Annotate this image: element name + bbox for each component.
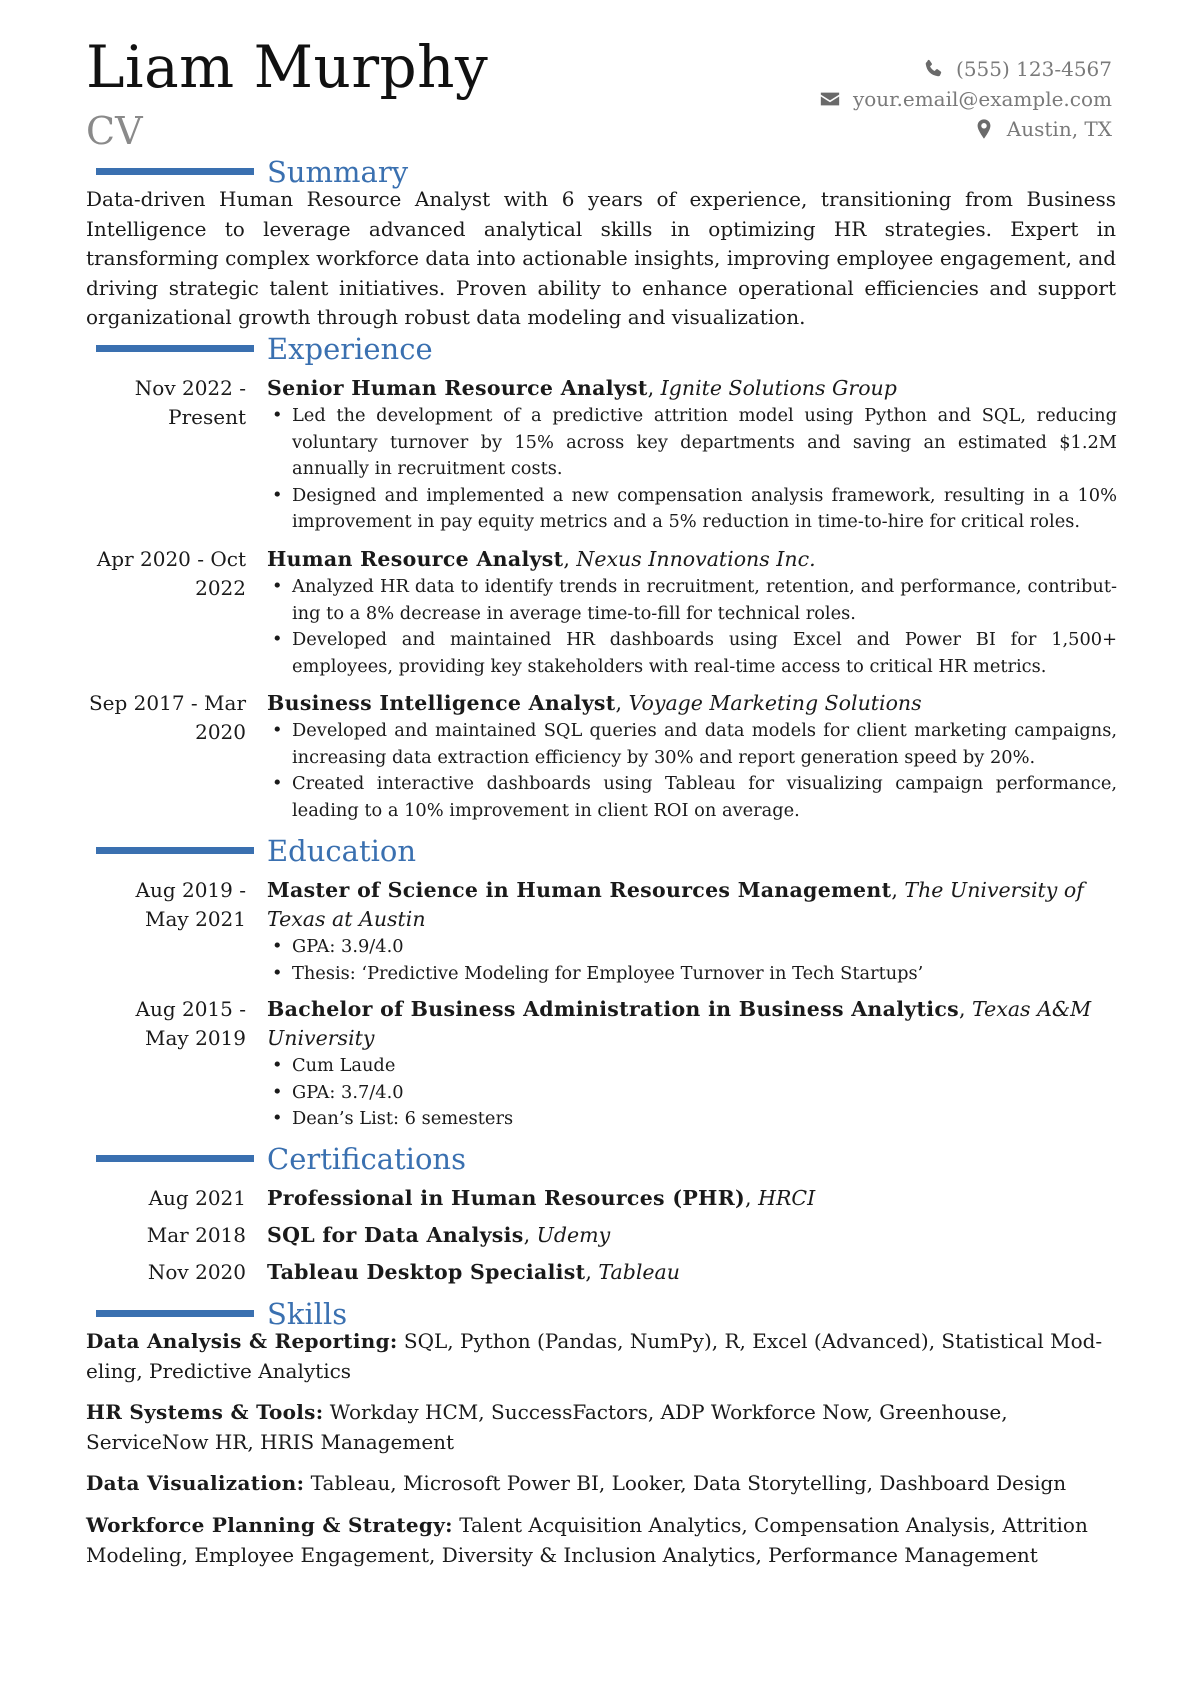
candidate-name: Liam Murphy [86, 33, 489, 101]
bullet-item: • Dean’s List: 6 semesters [292, 1106, 1117, 1133]
cert-title: Tableau Desktop Specialist, Tableau [267, 1260, 680, 1284]
date-end: 2020 [195, 720, 246, 744]
entry-content [267, 374, 1117, 536]
cert-name: SQL for Data Analysis [267, 1223, 524, 1247]
map-pin-icon [973, 118, 995, 140]
certification-entry [86, 1184, 1116, 1214]
degree-name: Master of Science in Human Resources Management [267, 878, 892, 902]
experience-section-header [96, 331, 1116, 367]
email-address[interactable]: your.email@example.com [852, 87, 1112, 111]
skill-group-label: Data Visualization: [86, 1471, 305, 1495]
cert-title: SQL for Data Analysis, Udemy [267, 1223, 611, 1247]
entry-content [267, 1258, 1117, 1287]
date-end: May 2019 [145, 1026, 246, 1050]
degree-name: Bachelor of Business Administration in Business Analytics [267, 997, 959, 1021]
entry-title: Bachelor of Business Administration in Business Analytics, Texas A&M University [267, 997, 1092, 1050]
bullet-list [267, 403, 1117, 536]
cert-issuer: Udemy [536, 1223, 611, 1247]
cert-issuer: HRCI [758, 1186, 816, 1210]
section-title: Summary [267, 155, 409, 189]
bullet-item: • Created interactive dashboards using Tableau for visualizing campaign performance, leading to a 10% improvement in client ROI on average. [292, 771, 1117, 824]
bullet-list [267, 1053, 1117, 1133]
cert-date: Aug 2021 [148, 1186, 246, 1210]
contact-block [819, 54, 1112, 144]
entry-content [267, 995, 1117, 1133]
section-accent-bar [96, 345, 254, 352]
entry-date [86, 689, 246, 747]
email-row [819, 84, 1112, 114]
entry-title: Human Resource Analyst, Nexus Innovations Inc. [267, 547, 816, 571]
skill-group [86, 1398, 1116, 1457]
bullet-item: • Thesis: ‘Predictive Modeling for Employee Turnover in Tech Startups’ [292, 961, 1117, 988]
entry-title: Master of Science in Human Resources Management, The University of Texas at Austin [267, 878, 1084, 931]
entry-content [267, 876, 1117, 987]
summary-text: Data-driven Human Resource Analyst with 6 years of experience, transitioning from Business Intelligence to leverage advanced analytical skills in optimizing HR strategies. Expert in transforming complex workforce data into actionable insights, improving employee engagement, and driving strategic talent initiatives. Proven ability to enhance operational efficiencies and support organizational growth through robust data modeling and visualization. [86, 187, 1116, 329]
date-start: Apr 2020 - Oct [96, 547, 246, 571]
document-subtitle: CV [86, 109, 143, 153]
date-end: 2022 [195, 576, 246, 600]
company-name: Ignite Solutions Group [660, 376, 897, 400]
date-end: May 2021 [145, 907, 246, 931]
skill-group-values: Tableau, Microsoft Power BI, Looker, Data Storytelling, Dashboard Design [310, 1471, 1067, 1495]
cert-title: Professional in Human Resources (PHR), HRCI [267, 1186, 816, 1210]
phone-number[interactable]: (555) 123-4567 [956, 57, 1112, 81]
bullet-list [267, 574, 1117, 680]
certification-entry [86, 1221, 1116, 1251]
skill-group [86, 1327, 1116, 1386]
entry-date [86, 876, 246, 934]
skill-group-values: Workday HCM, SuccessFactors, ADP Workforce Now, Greenhouse, ServiceNow HR, HRIS Management [86, 1400, 1008, 1454]
entry-date [86, 374, 246, 432]
bullet-list [267, 718, 1117, 824]
envelope-icon [819, 88, 841, 110]
bullet-item: • GPA: 3.9/4.0 [292, 934, 1117, 961]
cert-date: Nov 2020 [147, 1260, 246, 1284]
bullet-list [267, 934, 1117, 987]
bullet-item: • Designed and implemented a new compensation analysis framework, resulting in a 10% improvement in pay equity metrics and a 5% reduction in time-to-hire for critical roles. [292, 483, 1117, 536]
job-title: Business Intelligence Analyst [267, 691, 616, 715]
section-accent-bar [96, 1155, 254, 1162]
skill-group-label: HR Systems & Tools: [86, 1400, 324, 1424]
phone-row [819, 54, 1112, 84]
cert-issuer: Tableau [598, 1260, 680, 1284]
location-text: Austin, TX [1006, 117, 1112, 141]
institution-name: The University of Texas at Austin [267, 878, 1084, 931]
skill-group-label: Workforce Planning & Strategy: [86, 1513, 453, 1537]
job-title: Senior Human Resource Analyst [267, 376, 648, 400]
company-name: Nexus Innovations Inc. [576, 547, 816, 571]
entry-content [267, 689, 1117, 824]
skill-group-label: Data Analysis & Reporting: [86, 1329, 398, 1353]
section-title: Certifications [267, 1142, 466, 1176]
cert-date: Mar 2018 [146, 1223, 246, 1247]
bullet-item: • Developed and maintained SQL queries and data models for client marketing campaigns, increasing data extraction efficiency by 30% and report generation speed by 20%. [292, 718, 1117, 771]
bullet-item: • Analyzed HR data to identify trends in recruitment, retention, and performance, contributing to a 8% decrease in average time-to-fill for technical roles. [292, 574, 1117, 627]
date-start: Aug 2015 - [135, 997, 246, 1021]
cert-name: Professional in Human Resources (PHR) [267, 1186, 746, 1210]
skill-group-values: SQL, Python (Pandas, NumPy), R, Excel (Advanced), Statistical Modeling, Predictive Analytics [86, 1329, 1103, 1383]
entry-content [267, 545, 1117, 680]
bullet-item: • Led the development of a predictive attrition model using Python and SQL, reducing voluntary turnover by 15% across key departments and saving an estimated $1.2M annually in recruitment costs. [292, 403, 1117, 483]
entry-content [267, 1184, 1117, 1213]
section-title: Experience [267, 332, 433, 366]
job-title: Human Resource Analyst [267, 547, 564, 571]
bullet-item: • Developed and maintained HR dashboards using Excel and Power BI for 1,500+ employees, providing key stakeholders with real-time access to critical HR metrics. [292, 627, 1117, 680]
date-start: Aug 2019 - [135, 878, 246, 902]
section-accent-bar [96, 847, 254, 854]
phone-icon [922, 58, 944, 80]
date-start: Sep 2017 - Mar [88, 691, 246, 715]
education-section-header [96, 833, 1116, 869]
skill-group [86, 1469, 1116, 1499]
company-name: Voyage Marketing Solutions [628, 691, 922, 715]
skill-group-values: Talent Acquisition Analytics, Compensation Analysis, Attrition Modeling, Employee Engagement, Diversity & Inclusion Analytics, Performance Management [86, 1513, 1088, 1567]
date-end: Present [168, 405, 246, 429]
entry-title: Senior Human Resource Analyst, Ignite Solutions Group [267, 376, 897, 400]
entry-date [86, 995, 246, 1053]
institution-name: Texas A&M University [267, 997, 1092, 1050]
cert-name: Tableau Desktop Specialist [267, 1260, 586, 1284]
entry-date [86, 545, 246, 603]
section-title: Skills [267, 1297, 348, 1331]
bullet-item: • Cum Laude [292, 1053, 1117, 1080]
bullet-item: • GPA: 3.7/4.0 [292, 1080, 1117, 1107]
date-start: Nov 2022 - [134, 376, 246, 400]
entry-title: Business Intelligence Analyst, Voyage Marketing Solutions [267, 691, 922, 715]
section-accent-bar [96, 168, 254, 175]
section-title: Education [267, 834, 417, 868]
certification-entry [86, 1258, 1116, 1288]
certifications-section-header [96, 1141, 1116, 1177]
skill-group [86, 1511, 1116, 1570]
section-accent-bar [96, 1310, 254, 1317]
location-row [819, 114, 1112, 144]
entry-content [267, 1221, 1117, 1250]
